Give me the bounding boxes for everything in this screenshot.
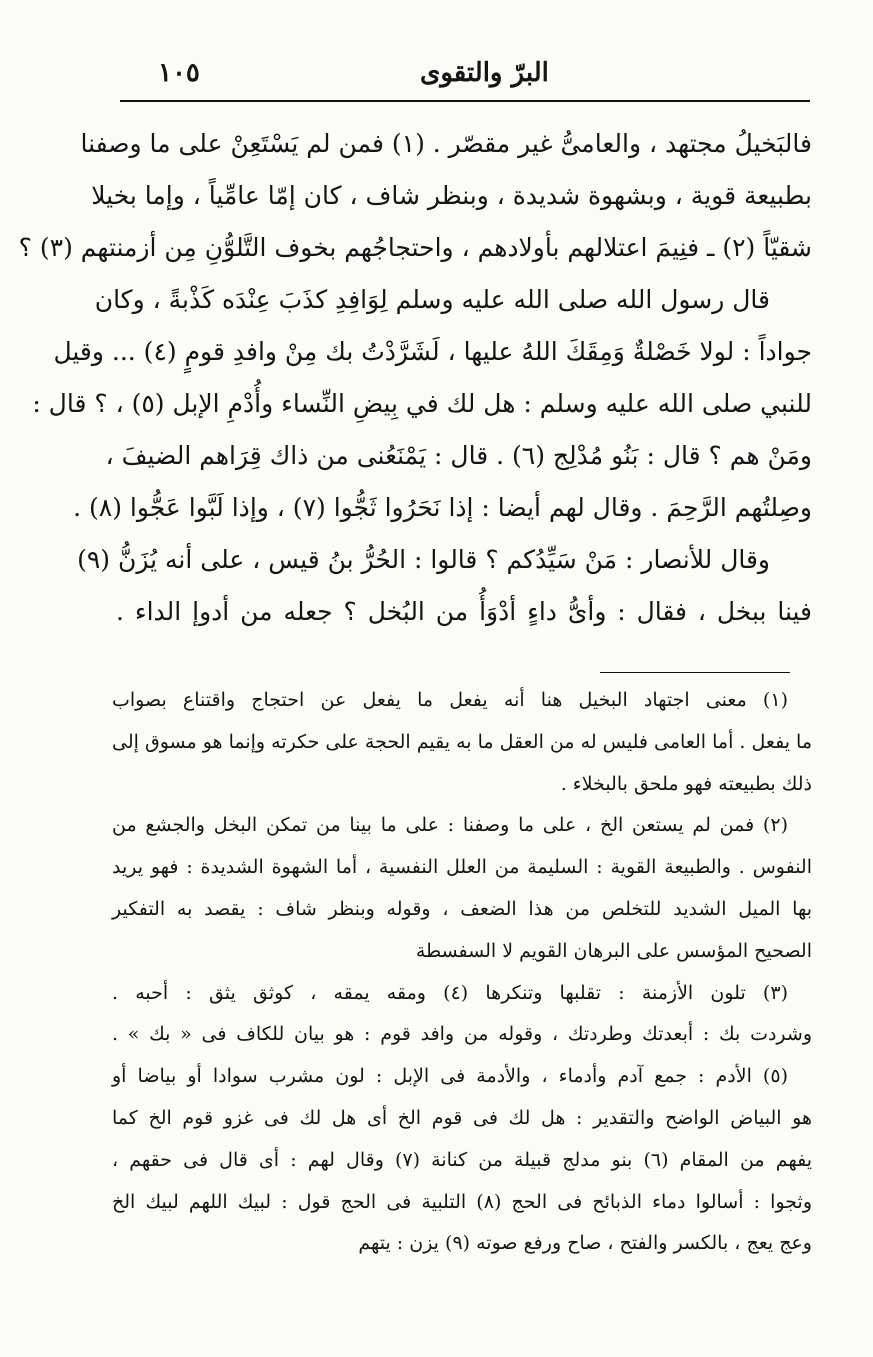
main-text — [18, 118, 812, 638]
footnote-line: وعج يعج ، بالكسر والفتح ، صاح ورفع صوته (٩) يزن : يتهم — [358, 1232, 812, 1255]
page-header — [120, 50, 810, 100]
text-line: للنبي صلى الله عليه وسلم : هل لك في بِيضِ النِّساء وأُدْمِ الإبل (٥) ، ؟ قال : — [32, 389, 812, 418]
footnote-line: هو البياض الواضح والتقدير : هل لك فى قوم الخ أى هل لك فى غزو قوم الخ كما — [112, 1106, 812, 1129]
text-line: قال رسول الله صلى الله عليه وسلم لِوَافِدِ كذَبَ عِنْدَه كَذْبةً ، وكان — [94, 285, 770, 314]
footnote-line: النفوس . والطبيعة القوية : السليمة من العلل النفسية ، أما الشهوة الشديدة : فهو يريد — [112, 856, 812, 879]
footnote-line: يفهم من المقام (٦) بنو مدلج قبيلة من كنانة (٧) وقال لهم : أى قال فى حقهم ، — [112, 1148, 813, 1171]
header-rule — [120, 100, 810, 102]
footnote-line: وثجوا : أسالوا دماء الذبائح فى الحج (٨) التلبية فى الحج قول : لبيك اللهم لبيك الخ — [112, 1190, 813, 1213]
text-line: ومَنْ هم ؟ قال : بَنُو مُدْلِج (٦) . قال : يَمْنَعُنى من ذاك قِرَاهم الضيفَ ، — [105, 441, 812, 470]
footnote-line: ذلك بطبيعته فهو ملحق بالبخلاء . — [560, 772, 812, 795]
running-title: البرّ والتقوى — [420, 58, 549, 88]
footnote-line: (٢) فمن لم يستعن الخ ، على ما وصفنا : على ما بينا من تمكن البخل والجشع من — [112, 814, 788, 837]
text-line: شقيّاً (٢) ـ فنِيمَ اعتلالهم بأولادهم ، واحتجاجُهم بخوف التَّلوُّنِ مِن أزمنتهم (٣) ؟ — [18, 233, 812, 262]
footnote-line: بها الميل الشديد للتخلص من هذا الضعف ، وقوله وبنظر شاف : يقصد به التفكير — [112, 897, 812, 920]
text-line: بطبيعة قوية ، وبشهوة شديدة ، وبنظر شاف ، كان إمّا عامِّياً ، وإما بخيلا — [91, 181, 812, 210]
footnote-line: (٥) الأدم : جمع آدم وأدماء ، والأدمة فى الإبل : لون مشرب سوادا أو بياضا أو — [112, 1065, 788, 1088]
footnote-separator — [600, 672, 790, 673]
footnote-line: (٣) تلون الأزمنة : تقلبها وتنكرها (٤) ومقه يمقه ، كوثق يثق : أحبه . — [112, 981, 788, 1004]
text-line: جواداً : لولا خَصْلةٌ وَمِقَكَ اللهُ عليها ، لَشَرَّدْتُ بك مِنْ وافدِ قومٍ (٤) ... وقيل — [53, 337, 812, 366]
page-number: ١٠٥ — [158, 58, 200, 88]
footnote-line: وشردت بك : أبعدتك وطردتك ، وقوله من وافد قوم : هو بيان للكاف فى « بك » . — [112, 1023, 812, 1046]
footnote-line: الصحيح المؤسس على البرهان القويم لا السفسطة — [415, 939, 812, 962]
text-line: فالبَخيلُ مجتهد ، والعامىُّ غير مقصّر . (١) فمن لم يَسْتَعِنْ على ما وصفنا — [80, 129, 812, 158]
text-line: وقال للأنصار : مَنْ سَيِّدُكم ؟ قالوا : الحُرُّ بنُ قيس ، على أنه يُزَنُّ (٩) — [77, 545, 770, 574]
text-line: فينا ببخل ، فقال : وأىُّ داءٍ أدْوَأُ من البُخل ؟ جعله من أدوإ الداء . — [116, 597, 812, 626]
footnote-line: (١) معنى اجتهاد البخيل هنا أنه يفعل ما يفعل عن احتجاج واقتناع بصواب — [112, 689, 788, 711]
footnotes — [112, 680, 812, 1265]
text-line: وصِلتُهم الرَّحِمَ . وقال لهم أيضا : إذا نَحَرُوا ثَجُّوا (٧) ، وإذا لَبَّوا عَجُّوا (٨) . — [73, 493, 812, 522]
footnote-line: ما يفعل . أما العامى فليس له من العقل ما به يقيم الحجة على حكرته وإنما هو مسوق إلى — [112, 730, 813, 753]
